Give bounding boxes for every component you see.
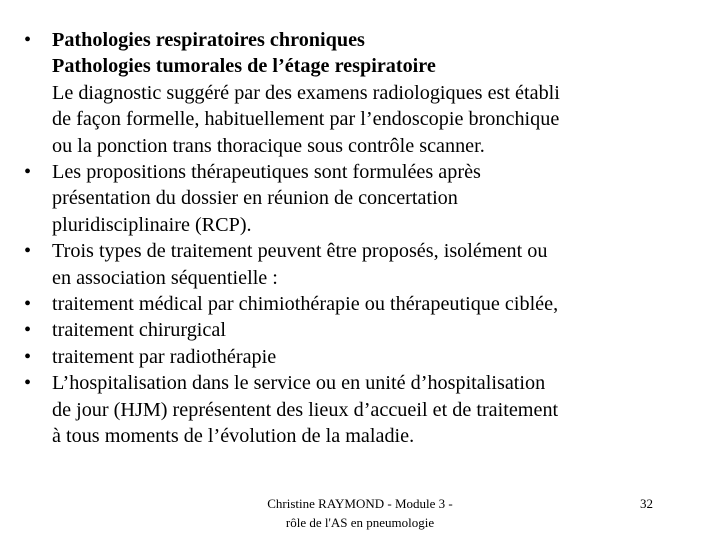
bullet-text-line: de jour (HJM) représentent des lieux d’accueil et de traitement (52, 398, 559, 421)
bullet-icon: • (24, 293, 32, 316)
bullet-icon: • (24, 240, 32, 263)
slide-footer (250, 494, 470, 532)
heading-tumoral-pathologies: Pathologies tumorales de l’étage respiratoire (52, 55, 436, 78)
footer-module: rôle de l'AS en pneumologie (285, 515, 435, 530)
bullet-list (24, 27, 704, 450)
bullet-icon: • (24, 372, 32, 395)
bullet-text-line: traitement chirurgical (52, 319, 226, 342)
bullet-item-5 (24, 317, 704, 343)
bullet-text-line: Le diagnostic suggéré par des examens radiologiques est établi (52, 81, 560, 104)
bullet-text-line: traitement médical par chimiothérapie ou thérapeutique ciblée, (52, 293, 559, 316)
bullet-item-2 (24, 159, 704, 238)
bullet-icon: • (24, 319, 32, 342)
bullet-icon: • (24, 29, 32, 51)
bullet-text-line: en association séquentielle : (52, 266, 278, 289)
bullet-item-1 (24, 27, 704, 159)
bullet-text-line: L’hospitalisation dans le service ou en unité d’hospitalisation (52, 372, 546, 395)
bullet-text-line: Les propositions thérapeutiques sont formulées après (52, 161, 481, 184)
bullet-text-line: Trois types de traitement peuvent être proposés, isolément ou (52, 240, 548, 263)
bullet-text-line: à tous moments de l’évolution de la maladie. (52, 425, 415, 448)
bullet-text-line: de façon formelle, habituellement par l’endoscopie bronchique (52, 108, 560, 131)
bullet-text-line: pluridisciplinaire (RCP). (52, 213, 252, 236)
bullet-item-7 (24, 370, 704, 449)
bullet-icon: • (24, 345, 32, 368)
footer-author: Christine RAYMOND - Module 3 - (267, 496, 453, 511)
page-number: 32 (640, 496, 653, 511)
heading-chronic-pathologies: Pathologies respiratoires chroniques (52, 29, 365, 51)
bullet-item-3 (24, 238, 704, 291)
bullet-item-4 (24, 291, 704, 317)
bullet-item-6 (24, 344, 704, 370)
bullet-text-line: ou la ponction trans thoracique sous contrôle scanner. (52, 134, 485, 157)
bullet-text-line: traitement par radiothérapie (52, 345, 277, 368)
slide-body (24, 27, 704, 450)
bullet-text-line: présentation du dossier en réunion de concertation (52, 187, 458, 210)
bullet-icon: • (24, 161, 32, 184)
